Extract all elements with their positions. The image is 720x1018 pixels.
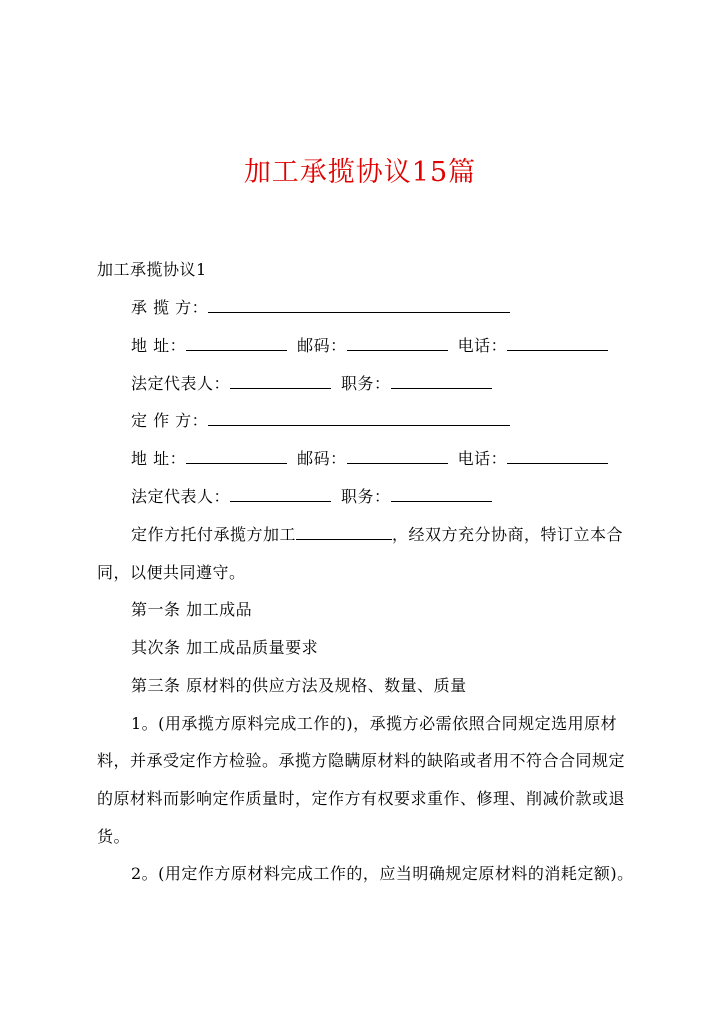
client-name-label: 定 作 方：	[131, 411, 209, 430]
intro-line-2: 同，以便共同遵守。	[97, 563, 246, 582]
contractor-postcode-blank[interactable]	[347, 336, 448, 351]
client-address-blank[interactable]	[186, 449, 287, 464]
clause-1-line-4: 货。	[97, 827, 131, 846]
contractor-address-label: 地 址：	[131, 336, 187, 355]
client-duty-label: 职务：	[341, 487, 391, 506]
clause-1-line-1: 1。(用承揽方原料完成工作的)，承揽方必需依照合同规定选用原材	[131, 714, 618, 733]
client-rep-blank[interactable]	[230, 487, 331, 502]
contractor-name-label: 承 揽 方：	[131, 298, 209, 317]
contractor-duty-label: 职务：	[341, 374, 391, 393]
client-postcode-label: 邮码：	[297, 449, 347, 468]
contractor-name-blank[interactable]	[208, 298, 510, 313]
section-heading: 加工承揽协议1	[97, 260, 207, 279]
contractor-phone-label: 电话：	[457, 336, 508, 355]
client-phone-label: 电话：	[457, 449, 508, 468]
intro-text-b: ，经双方充分协商，特订立本合	[392, 525, 624, 544]
article-1: 第一条 加工成品	[131, 600, 253, 619]
client-rep-label: 法定代表人：	[131, 487, 231, 506]
contractor-phone-blank[interactable]	[507, 336, 608, 351]
client-name-row	[131, 411, 510, 431]
clause-1-line-3: 的原材料而影响定作质量时，定作方有权要求重作、修理、削减价款或退	[97, 789, 626, 808]
clause-2-line-1: 2。(用定作方原材料完成工作的，应当明确规定原材料的消耗定额)。	[131, 864, 634, 883]
processed-item-blank[interactable]	[296, 525, 392, 540]
client-rep-row	[131, 487, 492, 507]
client-address-label: 地 址：	[131, 449, 187, 468]
contractor-address-blank[interactable]	[186, 336, 287, 351]
intro-line-1	[131, 525, 623, 545]
client-name-blank[interactable]	[208, 411, 510, 426]
contractor-rep-row	[131, 374, 492, 394]
client-phone-blank[interactable]	[507, 449, 608, 464]
contractor-address-row	[131, 336, 608, 356]
clause-1-line-2: 料，并承受定作方检验。承揽方隐瞒原材料的缺陷或者用不符合合同规定	[97, 751, 626, 770]
contractor-duty-blank[interactable]	[391, 374, 492, 389]
contractor-postcode-label: 邮码：	[297, 336, 347, 355]
article-3: 第三条 原材料的供应方法及规格、数量、质量	[131, 676, 467, 695]
contractor-rep-label: 法定代表人：	[131, 374, 231, 393]
document-title: 加工承揽协议15篇	[243, 157, 477, 188]
intro-text-a: 定作方托付承揽方加工	[131, 525, 297, 544]
client-duty-blank[interactable]	[391, 487, 492, 502]
contractor-name-row	[131, 298, 510, 318]
contractor-rep-blank[interactable]	[230, 374, 331, 389]
client-postcode-blank[interactable]	[347, 449, 448, 464]
client-address-row	[131, 449, 608, 469]
article-2: 其次条 加工成品质量要求	[131, 638, 319, 657]
